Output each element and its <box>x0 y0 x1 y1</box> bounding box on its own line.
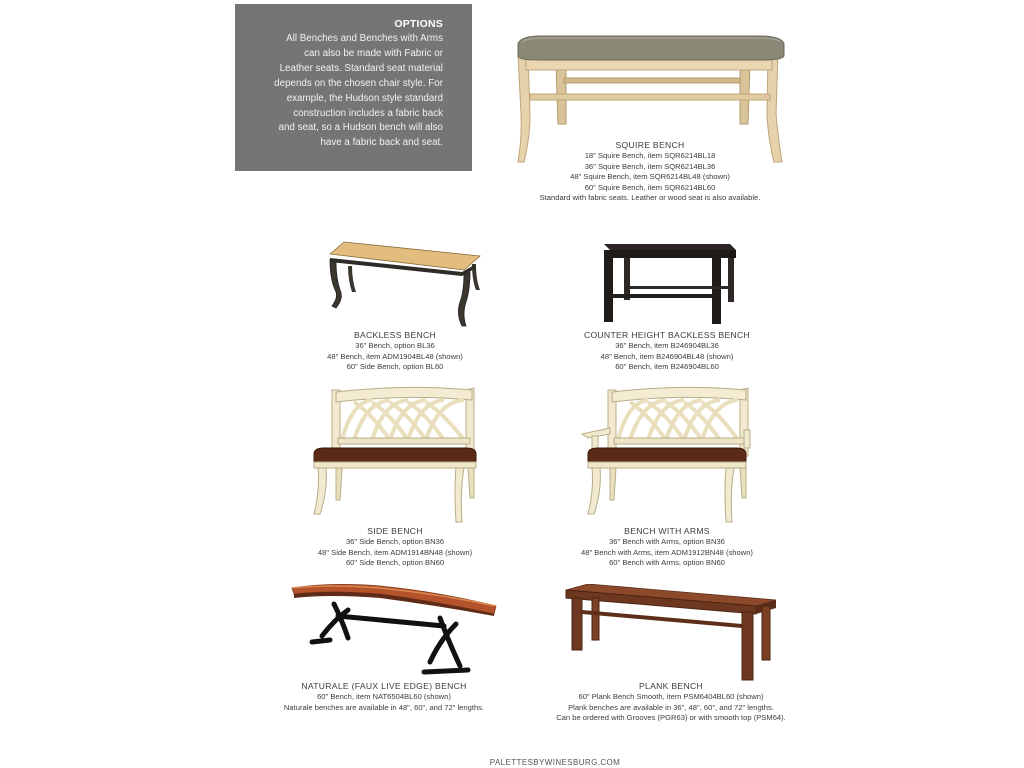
product-title: NATURALE (FAUX LIVE EDGE) BENCH <box>301 681 467 691</box>
backless-bench-caption <box>300 330 490 373</box>
options-line: example, the Hudson style standard <box>286 92 443 104</box>
options-line: construction includes a fabric back <box>293 107 443 119</box>
product-detail: 60" Side Bench, option BN60 <box>345 558 445 567</box>
options-title: OPTIONS <box>394 18 443 30</box>
product-title: SQUIRE BENCH <box>615 140 685 150</box>
counter-bench-caption <box>572 330 762 373</box>
naturale-bench-caption <box>270 681 498 713</box>
options-line: and seat, so a Hudson bench will also <box>278 122 443 134</box>
product-detail: 60" Bench, item NAT6504BL60 (shown) <box>317 692 451 701</box>
product-detail: 48" Bench with Arms, item ADM1912BN48 (shown) <box>581 547 753 557</box>
product-detail: 60" Squire Bench, item SQR6214BL60 <box>584 182 716 192</box>
product-detail: 48" Bench, item ADM1904BL48 (shown) <box>327 351 463 361</box>
product-title: SIDE BENCH <box>367 526 423 536</box>
product-detail: 18" Squire Bench, item SQR6214BL18 <box>584 151 716 160</box>
arms-bench-image <box>580 386 752 526</box>
plank-bench-caption <box>548 681 794 724</box>
product-detail: 60" Bench, item B246904BL60 <box>615 362 719 371</box>
product-detail: Can be ordered with Grooves (PGR63) or with smooth top (PSM64). <box>556 713 786 722</box>
product-detail: 48" Side Bench, item ADM1914BN48 (shown) <box>317 547 473 557</box>
product-detail: 36" Bench, item B246904BL36 <box>615 341 719 350</box>
backless-bench-image <box>326 240 484 330</box>
website-footer: PALETTESBYWINESBURG.COM <box>489 758 621 767</box>
product-title: BENCH WITH ARMS <box>624 526 710 536</box>
options-text <box>245 32 443 151</box>
options-line: depends on the chosen chair style. For <box>274 77 443 89</box>
product-detail: Standard with fabric seats. Leather or wood seat is also available. <box>539 193 761 202</box>
product-detail: 36" Squire Bench, item SQR6214BL36 <box>584 161 716 171</box>
product-title: PLANK BENCH <box>639 681 703 691</box>
side-bench-caption <box>300 526 490 569</box>
plank-bench-image <box>564 584 778 684</box>
product-detail: 48" Bench, item B246904BL48 (shown) <box>600 351 734 361</box>
product-detail: Naturale benches are available in 48", 60", and 72" lengths. <box>283 702 485 712</box>
product-detail: 60" Plank Bench Smooth, item PSM6404BL60 (shown) <box>578 692 764 701</box>
counter-bench-image <box>600 240 738 326</box>
options-line: All Benches and Benches with Arms <box>286 33 443 44</box>
product-title: BACKLESS BENCH <box>353 330 437 340</box>
product-detail: 36" Bench, option BL36 <box>355 341 435 350</box>
product-title: COUNTER HEIGHT BACKLESS BENCH <box>583 330 751 340</box>
product-detail: 60" Bench with Arms, option BN60 <box>609 558 725 567</box>
arms-bench-caption <box>562 526 772 569</box>
options-line: Leather seats. Standard seat material <box>279 62 443 74</box>
options-box <box>235 4 472 171</box>
options-line: have a fabric back and seat. <box>320 137 443 149</box>
product-detail: 60" Side Bench, option BL60 <box>346 362 444 371</box>
product-detail: Plank benches are available in 36", 48", 60", and 72" lengths. <box>568 702 774 712</box>
naturale-bench-image <box>290 580 500 680</box>
product-detail: 48" Squire Bench, item SQR6214BL48 (shown) <box>570 172 730 181</box>
squire-bench-caption <box>530 140 770 204</box>
side-bench-image <box>310 386 478 526</box>
product-detail: 36" Side Bench, option BN36 <box>345 537 445 546</box>
options-line: can also be made with Fabric or <box>304 47 443 59</box>
product-detail: 36" Bench with Arms, option BN36 <box>609 537 725 546</box>
